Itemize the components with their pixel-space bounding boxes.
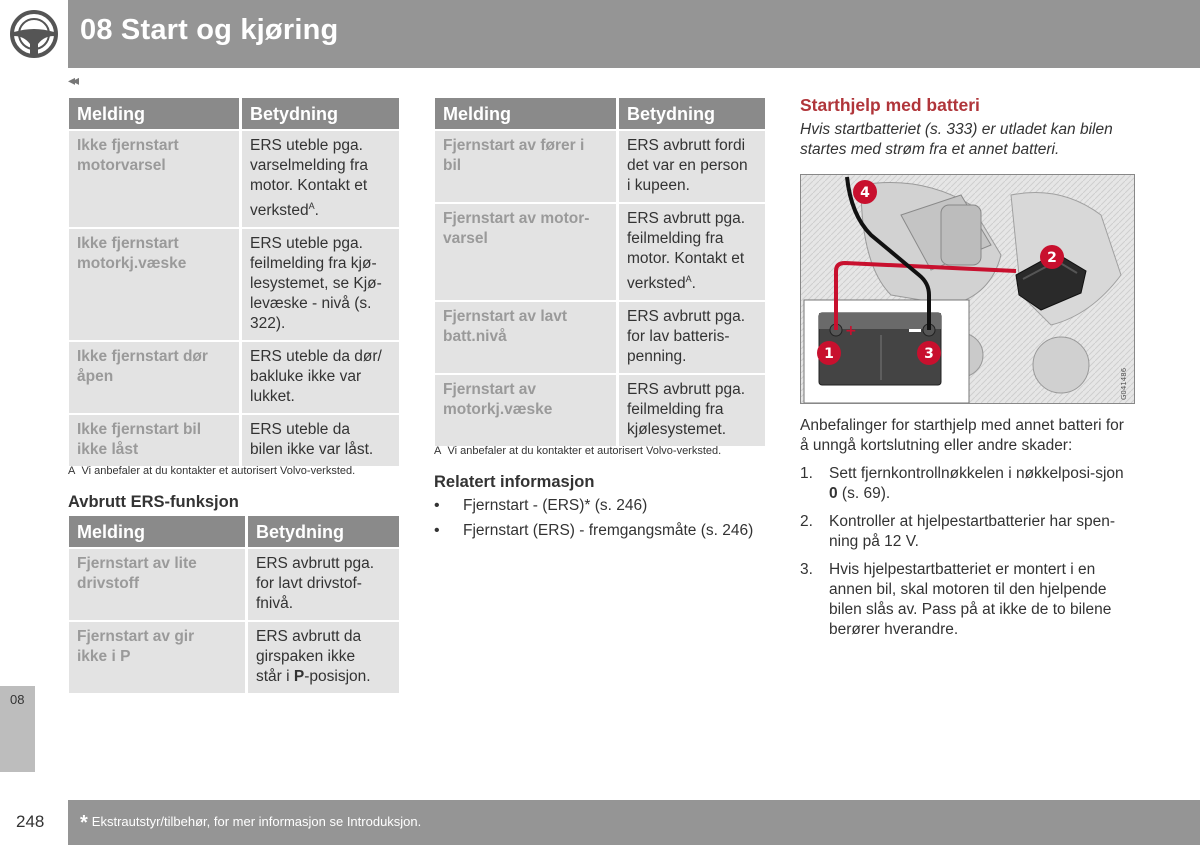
page-number: 248	[16, 812, 45, 831]
footnote-marker: A	[685, 274, 692, 284]
figure-label-2: 2	[1047, 250, 1057, 266]
message-cell: Fjernstart av motor- varsel	[435, 204, 616, 300]
table-row	[435, 204, 765, 300]
step-item: 3. Hvis hjelpestartbatteriet er montert i en annen bil, skal motoren til den hjelpende bilen slås av. Pass på at ikke de to bilene berører hverandre.	[800, 561, 1112, 638]
jump-start-steps	[800, 464, 1135, 648]
message-cell: Ikke fjernstart dør åpen	[69, 342, 239, 413]
table-row	[69, 549, 399, 620]
table-row	[435, 131, 765, 202]
meaning-cell: ERS avbrutt pga. feilmelding fra motor. Kontakt et verksted$^A$.	[619, 204, 765, 300]
meaning-cell: ERS avbrutt pga. for lav batteris- penning.	[619, 302, 765, 373]
section-heading-aborted-ers: Avbrutt ERS-funksjon	[68, 493, 239, 511]
meaning-cell: ERS uteble da bilen ikke var låst.	[242, 415, 399, 466]
step-item: 1. Sett fjernkontrollnøkkelen i nøkkelposi-sjon 0 (s. 69).	[800, 465, 1124, 502]
intro-text: Hvis startbatteriet (s. 333) er utladet kan bilen startes med strøm fra et annet batteri.	[800, 121, 1113, 158]
table-row	[69, 415, 399, 466]
column-header-meaning: Betydning	[248, 516, 399, 547]
message-cell: Ikke fjernstart bil ikke låst	[69, 415, 239, 466]
column-header-message: Melding	[435, 98, 616, 129]
related-link[interactable]: • Fjernstart (ERS) - fremgangsmåte (s. 246)	[434, 518, 753, 543]
step-item: 2. Kontroller at hjelpestartbatterier har spen-ning på 12 V.	[800, 513, 1116, 550]
jump-start-illustration	[800, 174, 1135, 404]
aborted-ers-table-continued	[432, 96, 768, 448]
table-row	[435, 375, 765, 446]
message-cell: Fjernstart av lavt batt.nivå	[435, 302, 616, 373]
related-info-heading: Relatert informasjon	[434, 473, 595, 491]
table-row	[435, 302, 765, 373]
table-row	[69, 131, 399, 227]
footnote-marker: A	[308, 201, 315, 211]
table-footnote: A Vi anbefaler at du kontakter et autorisert Volvo-verksted.	[434, 445, 722, 457]
accessory-footnote: * Ekstrautstyr/tilbehør, for mer informasjon se Introduksjon.	[80, 812, 422, 834]
figure-label-4: 4	[860, 185, 870, 201]
recommendation-text: Anbefalinger for starthjelp med annet batteri for å unngå kortslutning eller andre skader:	[800, 417, 1124, 454]
message-cell: Fjernstart av fører i bil	[435, 131, 616, 202]
message-cell: Ikke fjernstart motorkj.væske	[69, 229, 239, 340]
section-title-jump-start: Starthjelp med batteri	[800, 95, 980, 115]
related-links-list	[434, 493, 753, 543]
chapter-side-tab[interactable]: 08	[0, 686, 35, 772]
figure-label-3: 3	[924, 346, 934, 362]
meaning-cell: ERS uteble pga. varselmelding fra motor. Kontakt et verksted$^A$.	[242, 131, 399, 227]
meaning-cell: ERS avbrutt fordi det var en person i kupeen.	[619, 131, 765, 202]
meaning-cell: ERS uteble pga. feilmelding fra kjø- lesystemet, se Kjø- levæske - nivå (s. 322).	[242, 229, 399, 340]
figure-label-1: 1	[824, 346, 834, 362]
meaning-cell: ERS uteble da dør/ bakluke ikke var lukket.	[242, 342, 399, 413]
back-arrows-icon[interactable]: ◂◂	[68, 72, 77, 88]
meaning-cell: ERS avbrutt da girspaken ikke står i P-posisjon.	[248, 622, 399, 693]
column-header-meaning: Betydning	[242, 98, 399, 129]
table-footnote: A Vi anbefaler at du kontakter et autorisert Volvo-verksted.	[68, 465, 356, 477]
message-cell: Ikke fjernstart motorvarsel	[69, 131, 239, 227]
aborted-ers-table	[66, 514, 402, 695]
svg-text:+: +	[845, 323, 857, 339]
meaning-cell: ERS avbrutt pga. feilmelding fra kjølesystemet.	[619, 375, 765, 446]
message-cell: Fjernstart av lite drivstoff	[69, 549, 245, 620]
table-row	[69, 229, 399, 340]
table-row	[69, 342, 399, 413]
message-cell: Fjernstart av motorkj.væske	[435, 375, 616, 446]
related-link[interactable]: • Fjernstart - (ERS)* (s. 246)	[434, 493, 753, 518]
steering-wheel-icon	[0, 0, 68, 68]
column-header-meaning: Betydning	[619, 98, 765, 129]
message-cell: Fjernstart av gir ikke i P	[69, 622, 245, 693]
table-row	[69, 622, 399, 693]
figure-code: G041486	[1120, 367, 1128, 400]
column-header-message: Melding	[69, 98, 239, 129]
remote-start-messages-table	[66, 96, 402, 468]
chapter-title: 08 Start og kjøring	[80, 14, 339, 46]
meaning-cell: ERS avbrutt pga. for lavt drivstof- fnivå.	[248, 549, 399, 620]
column-header-message: Melding	[69, 516, 245, 547]
asterisk-icon: *	[80, 812, 88, 834]
